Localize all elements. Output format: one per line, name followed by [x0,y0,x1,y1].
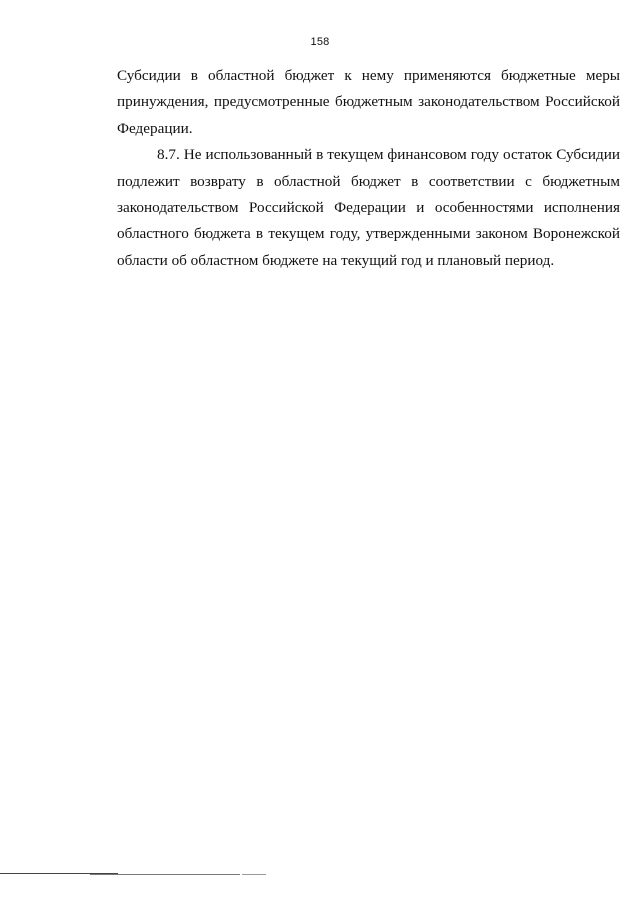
paragraph-8-7: 8.7. Не использованный в текущем финансовом году остаток Субсидии подлежит возврату в областной бюджет в соответствии с бюджетным законодательством Российской Федерации и особенностями исполнения областного бюджета в текущем году, утвержденными законом Воронежской области об областном бюджете на текущий год и плановый период. [117,146,620,269]
footer-rule-segment [90,874,240,875]
page-number: 158 [310,36,330,48]
paragraph-continuation: Субсидии в областной бюджет к нему применяются бюджетные меры принуждения, предусмотренные бюджетным законодательством Российской Федерации. [117,67,620,137]
footer-rule-fragment [242,874,266,875]
document-body [117,63,620,274]
